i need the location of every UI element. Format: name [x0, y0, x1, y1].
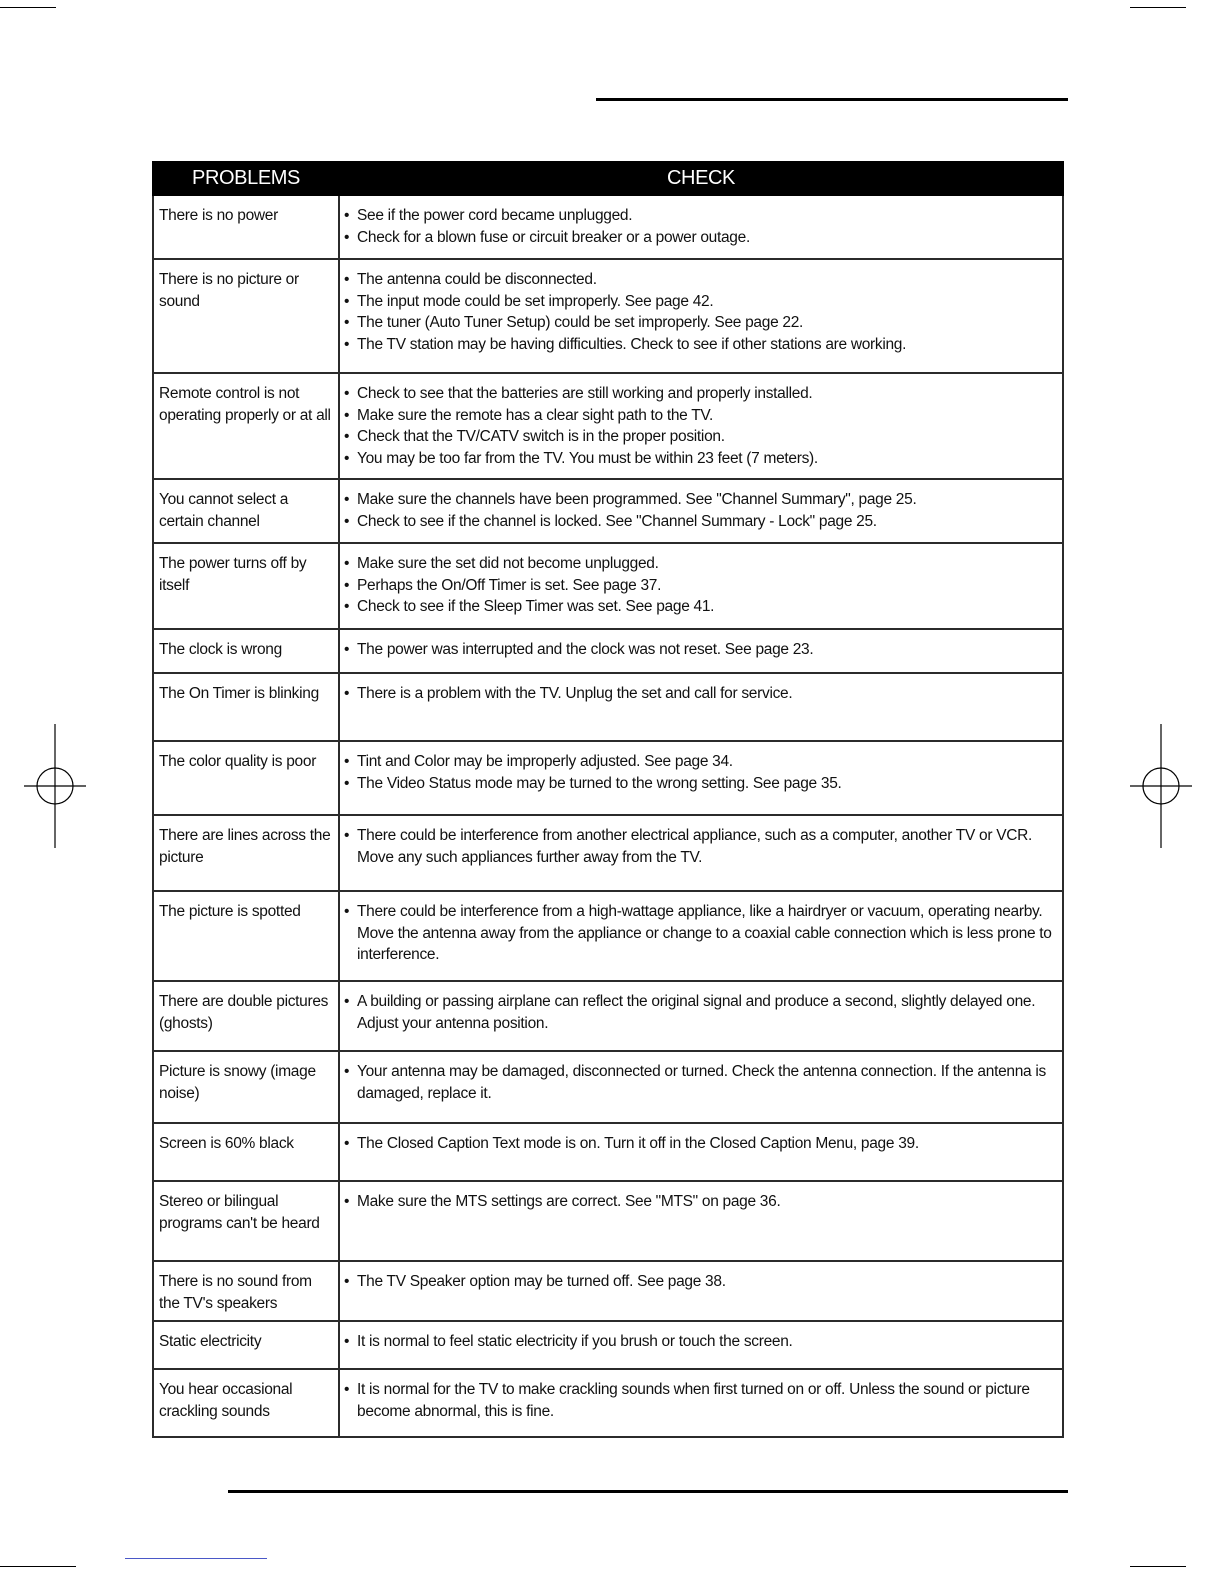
problem-text: The clock is wrong [159, 641, 282, 658]
table-row [153, 1261, 1063, 1321]
check-cell [339, 1261, 1063, 1321]
problem-text: There is no picture or sound [159, 271, 299, 310]
check-text: Check that the TV/CATV switch is in the proper position. [357, 428, 725, 445]
check-text: See if the power cord became unplugged. [357, 207, 633, 224]
check-text: The antenna could be disconnected. [357, 271, 597, 288]
problem-text: You hear occasional crackling sounds [159, 1381, 293, 1420]
table-row [153, 673, 1063, 741]
check-cell [339, 195, 1063, 259]
problem-text: The color quality is poor [159, 753, 317, 770]
troubleshooting-table [152, 161, 1064, 1438]
bullet-icon: • [344, 903, 350, 920]
check-item [344, 751, 1058, 773]
problem-cell [153, 373, 339, 479]
bullet-icon: • [344, 335, 350, 353]
check-item [344, 489, 1058, 511]
bullet-icon: • [344, 1273, 350, 1290]
bullet-icon: • [344, 774, 350, 792]
problem-cell [153, 891, 339, 981]
problem-cell [153, 1181, 339, 1261]
check-item [344, 991, 1058, 1034]
header-rule [596, 98, 1068, 101]
check-item [344, 227, 1058, 249]
table-row [153, 815, 1063, 891]
bullet-icon: • [344, 406, 350, 424]
problem-text: The power turns off by itself [159, 555, 307, 594]
bullet-icon: • [344, 598, 350, 615]
check-text: Make sure the channels have been programmed. See "Channel Summary", page 25. [357, 491, 917, 508]
check-text: A building or passing airplane can reflect the original signal and produce a second, slightly delayed one. Adjust your antenna position. [357, 993, 1036, 1032]
bullet-icon: • [344, 555, 350, 572]
problem-text: Static electricity [159, 1333, 262, 1350]
check-item [344, 1191, 1058, 1213]
check-text: You may be too far from the TV. You must be within 23 feet (7 meters). [357, 449, 818, 467]
registration-mark-icon [1130, 724, 1192, 848]
check-text: Make sure the MTS settings are correct. See "MTS" on page 36. [357, 1193, 781, 1210]
table-row [153, 479, 1063, 543]
bullet-icon: • [344, 207, 350, 224]
table-row [153, 1051, 1063, 1123]
bullet-icon: • [344, 428, 350, 445]
check-item [344, 575, 1058, 597]
bullet-icon: • [344, 576, 350, 594]
check-text: Make sure the set did not become unplugged. [357, 555, 659, 572]
check-cell [339, 673, 1063, 741]
check-item [344, 448, 1058, 470]
check-item [344, 773, 1058, 795]
check-text: Check to see that the batteries are still working and properly installed. [357, 385, 813, 402]
problem-cell [153, 259, 339, 373]
crop-mark [1130, 7, 1186, 8]
table-row [153, 195, 1063, 259]
check-item [344, 1271, 1058, 1293]
check-cell [339, 1051, 1063, 1123]
check-cell [339, 891, 1063, 981]
check-cell [339, 373, 1063, 479]
crop-mark [0, 1566, 76, 1567]
check-cell [339, 259, 1063, 373]
table-row [153, 373, 1063, 479]
check-item [344, 1379, 1058, 1422]
crop-mark [0, 7, 56, 8]
bullet-icon: • [344, 491, 350, 508]
check-text: The Closed Caption Text mode is on. Turn it off in the Closed Caption Menu, page 39. [357, 1135, 919, 1152]
table-row [153, 981, 1063, 1051]
bullet-icon: • [344, 1135, 350, 1152]
problem-text: The picture is spotted [159, 903, 301, 920]
problem-text: Picture is snowy (image noise) [159, 1063, 316, 1102]
check-item [344, 596, 1058, 618]
check-item [344, 334, 1058, 356]
bullet-icon: • [344, 449, 350, 467]
table-row [153, 543, 1063, 629]
bullet-icon: • [344, 512, 350, 530]
problem-text: Screen is 60% black [159, 1135, 294, 1152]
problem-text: The On Timer is blinking [159, 685, 319, 702]
footer-rule [228, 1490, 1068, 1493]
table-row [153, 1181, 1063, 1261]
check-item [344, 312, 1058, 334]
problem-cell [153, 1321, 339, 1369]
crop-mark [1130, 1566, 1186, 1567]
bullet-icon: • [344, 1063, 350, 1080]
check-text: Check to see if the Sleep Timer was set. See page 41. [357, 598, 715, 615]
check-text: There could be interference from a high-wattage appliance, like a hairdryer or vacuum, operating nearby. Move the antenna away from the appliance or change to a coaxial cable connection which is less prone to interference. [357, 903, 1052, 963]
check-text: Check to see if the channel is locked. See "Channel Summary - Lock" page 25. [357, 512, 877, 530]
table-row [153, 1123, 1063, 1181]
check-text: The input mode could be set improperly. See page 42. [357, 292, 714, 310]
check-cell [339, 479, 1063, 543]
bullet-icon: • [344, 685, 350, 702]
problem-text: There is no power [159, 207, 278, 224]
table-row [153, 259, 1063, 373]
bullet-icon: • [344, 1333, 350, 1350]
problem-text: Stereo or bilingual programs can't be heard [159, 1193, 320, 1232]
check-cell [339, 1181, 1063, 1261]
check-text: The TV Speaker option may be turned off. See page 38. [357, 1273, 726, 1290]
table-header-row [153, 162, 1063, 195]
check-text: The power was interrupted and the clock was not reset. See page 23. [357, 641, 814, 658]
check-item [344, 1133, 1058, 1155]
check-item [344, 511, 1058, 533]
check-item [344, 291, 1058, 313]
check-cell [339, 741, 1063, 815]
table-row [153, 741, 1063, 815]
check-text: Check for a blown fuse or circuit breaker or a power outage. [357, 228, 750, 246]
check-text: It is normal to feel static electricity if you brush or touch the screen. [357, 1333, 793, 1350]
bullet-icon: • [344, 385, 350, 402]
check-cell [339, 1369, 1063, 1437]
check-cell [339, 1321, 1063, 1369]
table-body [153, 195, 1063, 1437]
check-cell [339, 543, 1063, 629]
problem-cell [153, 479, 339, 543]
bullet-icon: • [344, 271, 350, 288]
check-text: Tint and Color may be improperly adjusted. See page 34. [357, 753, 733, 770]
bullet-icon: • [344, 228, 350, 246]
bullet-icon: • [344, 292, 350, 310]
check-item [344, 639, 1058, 661]
check-text: The TV station may be having difficulties. Check to see if other stations are working. [357, 335, 907, 353]
check-item [344, 901, 1058, 966]
check-item [344, 405, 1058, 427]
problem-text: Remote control is not operating properly or at all [159, 385, 331, 424]
check-item [344, 426, 1058, 448]
problem-text: There is no sound from the TV's speakers [159, 1273, 312, 1312]
bullet-icon: • [344, 993, 350, 1010]
problem-text: There are lines across the picture [159, 827, 331, 866]
check-item [344, 1331, 1058, 1353]
problem-cell [153, 981, 339, 1051]
bullet-icon: • [344, 827, 350, 844]
bullet-icon: • [344, 314, 350, 331]
problem-text: There are double pictures (ghosts) [159, 993, 329, 1032]
problem-text: You cannot select a certain channel [159, 491, 289, 530]
check-text: Make sure the remote has a clear sight path to the TV. [357, 406, 714, 424]
problem-cell [153, 1369, 339, 1437]
problem-cell [153, 815, 339, 891]
table-row [153, 629, 1063, 673]
check-text: The tuner (Auto Tuner Setup) could be set improperly. See page 22. [357, 314, 804, 331]
problems-header: PROBLEMS [153, 162, 339, 195]
problem-cell [153, 629, 339, 673]
bullet-icon: • [344, 1193, 350, 1210]
crop-mark [125, 1558, 267, 1559]
check-item [344, 383, 1058, 405]
problem-cell [153, 741, 339, 815]
check-header: CHECK [339, 162, 1063, 195]
check-item [344, 269, 1058, 291]
check-text: There is a problem with the TV. Unplug the set and call for service. [357, 685, 793, 702]
check-item [344, 825, 1058, 868]
bullet-icon: • [344, 753, 350, 770]
check-text: Perhaps the On/Off Timer is set. See page 37. [357, 576, 662, 594]
check-item [344, 205, 1058, 227]
table-row [153, 1321, 1063, 1369]
check-cell [339, 1123, 1063, 1181]
check-item [344, 683, 1058, 705]
registration-mark-icon [24, 724, 86, 848]
check-item [344, 553, 1058, 575]
check-text: It is normal for the TV to make crackling sounds when first turned on or off. Unless the sound or picture become abnormal, this is fine. [357, 1381, 1030, 1420]
check-cell [339, 981, 1063, 1051]
check-cell [339, 815, 1063, 891]
bullet-icon: • [344, 641, 350, 658]
problem-cell [153, 1123, 339, 1181]
problem-cell [153, 195, 339, 259]
table-row [153, 891, 1063, 981]
table-row [153, 1369, 1063, 1437]
problem-cell [153, 1261, 339, 1321]
check-text: The Video Status mode may be turned to the wrong setting. See page 35. [357, 774, 842, 792]
problem-cell [153, 543, 339, 629]
bullet-icon: • [344, 1381, 350, 1398]
problem-cell [153, 673, 339, 741]
check-text: There could be interference from another electrical appliance, such as a computer, another TV or VCR. Move any such appliances further away from the TV. [357, 827, 1033, 866]
check-text: Your antenna may be damaged, disconnected or turned. Check the antenna connection. If the antenna is damaged, replace it. [357, 1063, 1046, 1102]
check-cell [339, 629, 1063, 673]
problem-cell [153, 1051, 339, 1123]
check-item [344, 1061, 1058, 1104]
